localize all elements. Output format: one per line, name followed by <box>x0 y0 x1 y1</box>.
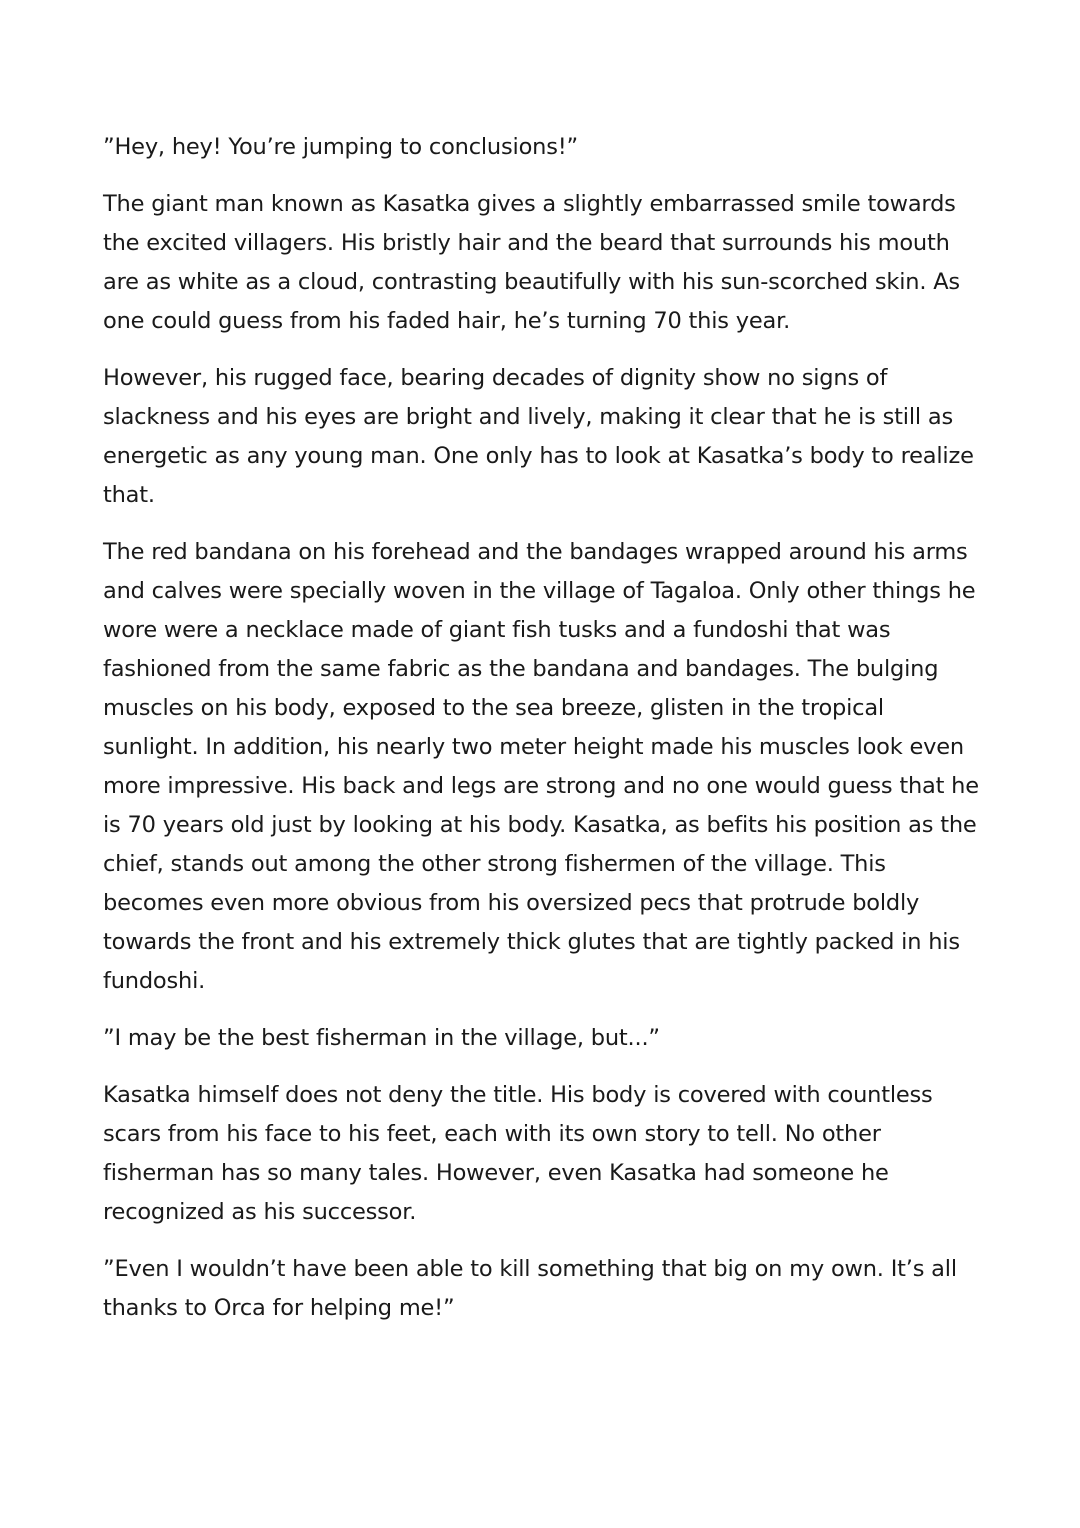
paragraph-7: ”Even I wouldn’t have been able to kill something that big on my own. It’s all thanks to Orca for helping me!” <box>103 1256 957 1321</box>
paragraph-3: However, his rugged face, bearing decades of dignity show no signs of slackness and his eyes are bright and lively, making it clear that he is still as energetic as any young man. One only has to look at Kasatka’s body to realize that. <box>103 365 974 508</box>
paragraph-6: Kasatka himself does not deny the title. His body is covered with countless scars from his face to his feet, each with its own story to tell. No other fisherman has so many tales. However, even Kasatka had someone he recognized as his successor. <box>103 1082 933 1225</box>
paragraph-4: The red bandana on his forehead and the bandages wrapped around his arms and calves were specially woven in the village of Tagaloa. Only other things he wore were a necklace made of giant fish tusks and a fundoshi that was fashioned from the same fabric as the bandana and bandages. The bulging muscles on his body, exposed to the sea breeze, glisten in the tropical sunlight. In addition, his nearly two meter height made his muscles look even more impressive. His back and legs are strong and no one would guess that he is 70 years old just by looking at his body. Kasatka, as befits his position as the chief, stands out among the other strong fishermen of the village. This becomes even more obvious from his oversized pecs that protrude boldly towards the front and his extremely thick glutes that are tightly packed in his fundoshi. <box>103 539 979 994</box>
paragraph-1: ”Hey, hey! You’re jumping to conclusions!” <box>103 134 578 160</box>
text-body <box>103 128 983 1346</box>
paragraph-2: The giant man known as Kasatka gives a slightly embarrassed smile towards the excited villagers. His bristly hair and the beard that surrounds his mouth are as white as a cloud, contrasting beautifully with his sun-scorched skin. As one could guess from his faded hair, he’s turning 70 this year. <box>103 191 960 334</box>
paragraph-5: ”I may be the best fisherman in the village, but...” <box>103 1025 660 1051</box>
